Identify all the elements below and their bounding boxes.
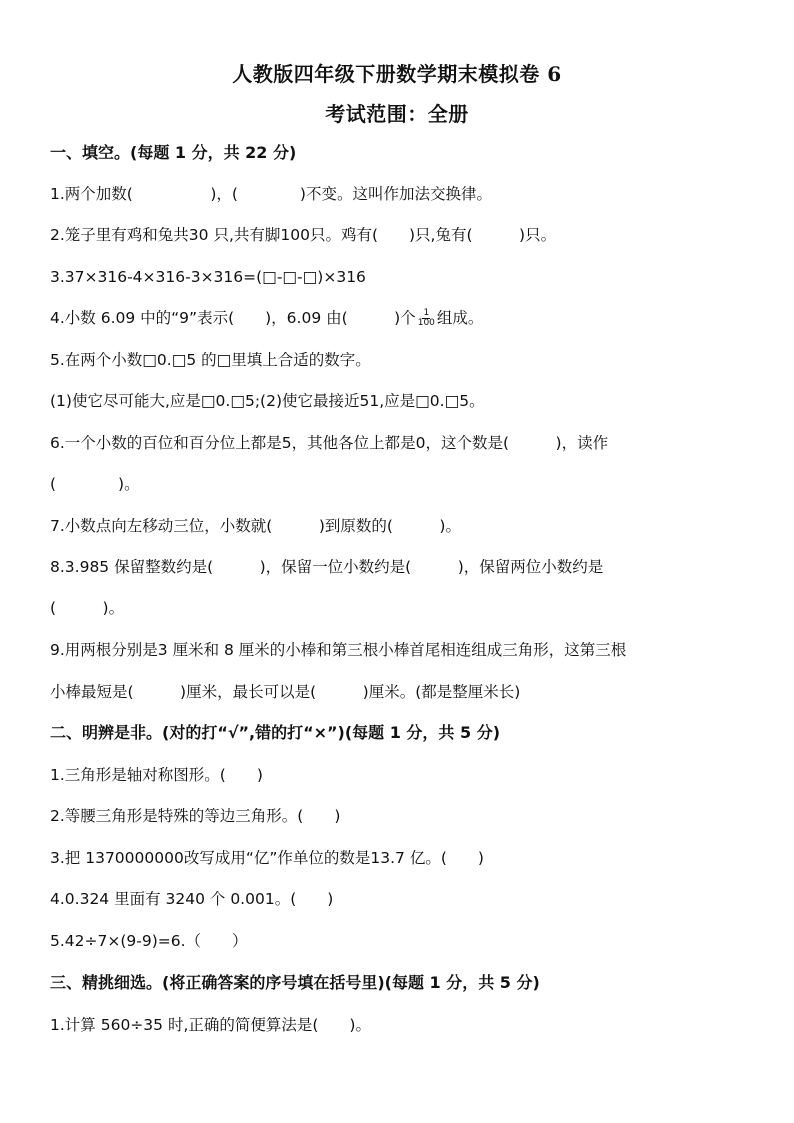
question-1-1: 1.两个加数( )，( )不变。这叫作加法交换律。 <box>50 185 492 203</box>
question-2-5: 5.42÷7×(9-9)=6.（ ） <box>50 932 248 950</box>
question-1-6: 6.一个小数的百位和百分位上都是5，其他各位上都是0，这个数是( )，读作 <box>50 434 609 452</box>
exam-subtitle: 考试范围：全册 <box>325 102 469 126</box>
fraction-denominator: 100 <box>417 318 435 328</box>
question-1-8-cont: ( )。 <box>50 599 125 617</box>
exam-title: 人教版四年级下册数学期末模拟卷 6 <box>232 62 562 86</box>
question-1-9: 9.用两根分别是3 厘米和 8 厘米的小棒和第三根小棒首尾相连组成三角形，这第三根 <box>50 641 627 659</box>
question-1-3: 3.37×316-4×316-3×316=(□-□-□)×316 <box>50 268 366 286</box>
question-2-4: 4.0.324 里面有 3240 个 0.001。( ) <box>50 890 334 908</box>
question-1-6-cont: ( )。 <box>50 475 140 493</box>
question-2-2: 2.等腰三角形是特殊的等边三角形。( ) <box>50 807 341 825</box>
question-1-2: 2.笼子里有鸡和兔共30 只,共有脚100只。鸡有( )只,兔有( )只。 <box>50 226 557 244</box>
section-heading-true-false: 二、明辨是非。(对的打“√”,错的打“×”)(每题 1 分，共 5 分) <box>50 723 501 742</box>
section-heading-fill-in: 一、填空。(每题 1 分，共 22 分) <box>50 143 297 162</box>
question-1-5-subparts: (1)使它尽可能大,应是□0.□5;(2)使它最接近51,应是□0.□5。 <box>50 392 485 410</box>
section-heading-multiple-choice: 三、精挑细选。(将正确答案的序号填在括号里)(每题 1 分，共 5 分) <box>50 973 540 992</box>
question-1-8: 8.3.985 保留整数约是( )，保留一位小数约是( )，保留两位小数约是 <box>50 558 604 576</box>
question-3-1: 1.计算 560÷35 时,正确的简便算法是( )。 <box>50 1016 371 1034</box>
question-2-1: 1.三角形是轴对称图形。( ) <box>50 766 263 784</box>
question-1-9-cont: 小棒最短是( )厘米，最长可以是( )厘米。(都是整厘米长) <box>50 683 521 701</box>
fraction-numerator: 1 <box>423 308 430 318</box>
question-1-4 <box>50 308 483 328</box>
question-1-7: 7.小数点向左移动三位，小数就( )到原数的( )。 <box>50 517 461 535</box>
fraction-one-hundredth <box>417 309 436 328</box>
question-1-4-suffix: 组成。 <box>436 309 484 327</box>
question-1-5: 5.在两个小数□0.□5 的□里填上合适的数字。 <box>50 351 371 369</box>
question-1-4-text: 4.小数 6.09 中的“9”表示( )，6.09 由( )个 <box>50 309 416 327</box>
question-2-3: 3.把 1370000000改写成用“亿”作单位的数是13.7 亿。( ) <box>50 849 484 867</box>
